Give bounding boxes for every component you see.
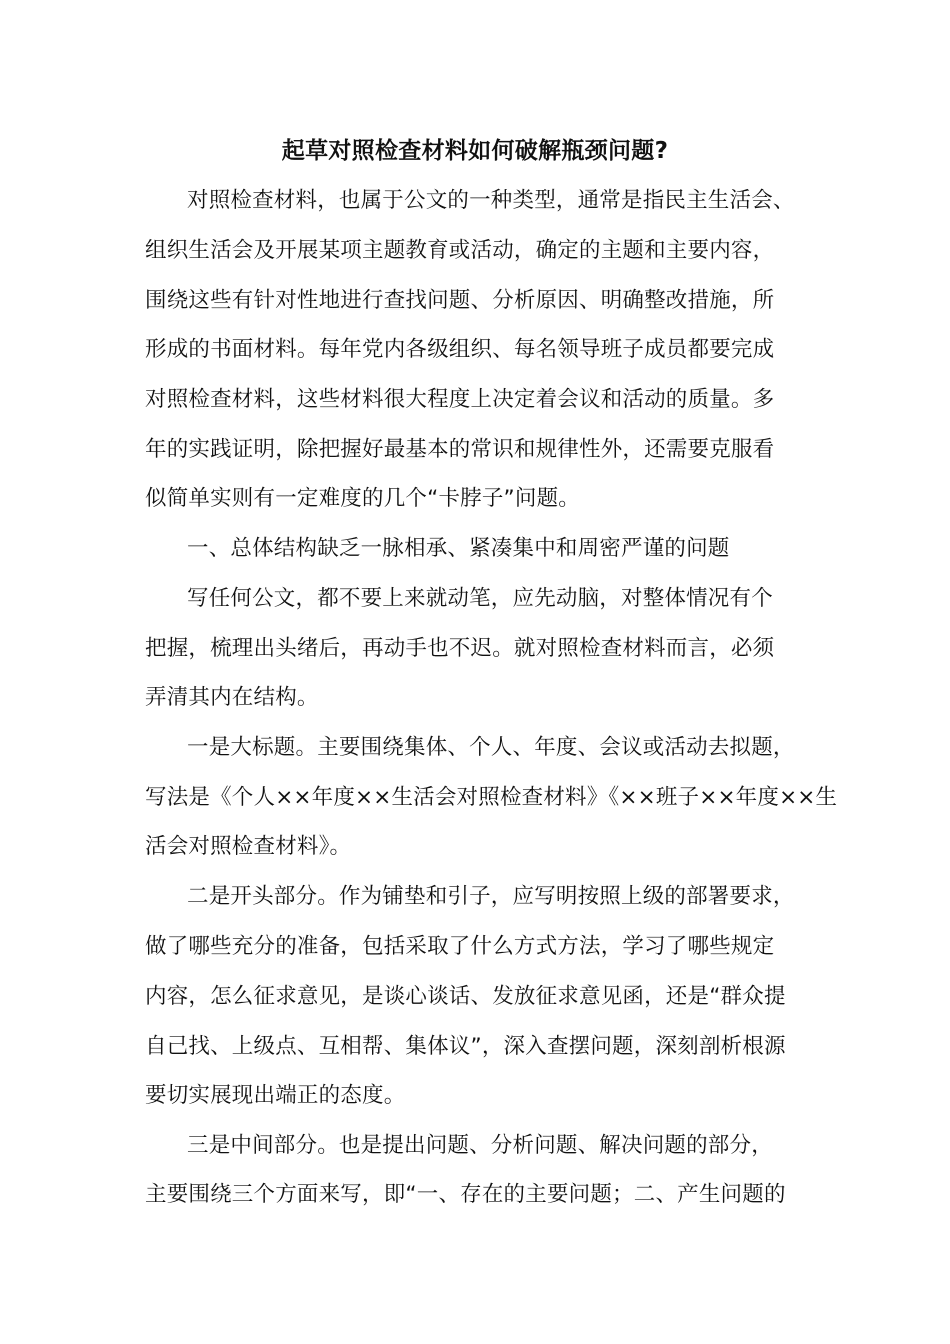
paragraph-line: 把握，梳理出头绪后，再动手也不迟。就对照检查材料而言，必须 <box>145 636 775 661</box>
paragraph-line: 写法是《个人××年度××生活会对照检查材料》《××班子××年度××生 <box>145 785 838 810</box>
paragraph-line: 要切实展现出端正的态度。 <box>145 1083 406 1108</box>
paragraph-line: 写任何公文，都不要上来就动笔，应先动脑，对整体情况有个 <box>187 586 773 611</box>
paragraph-line: 内容，怎么征求意见，是谈心谈话、发放征求意见函，还是“群众提 <box>145 984 786 1009</box>
paragraph-line: 自己找、上级点、互相帮、集体议”，深入查摆问题，深刻剖析根源 <box>145 1034 786 1059</box>
paragraph-line: 对照检查材料，也属于公文的一种类型，通常是指民主生活会、 <box>187 188 795 213</box>
paragraph-line: 活会对照检查材料》。 <box>145 834 352 859</box>
paragraph-line: 似简单实则有一定难度的几个“卡脖子”问题。 <box>145 486 580 511</box>
paragraph-line: 二是开头部分。作为铺垫和引子，应写明按照上级的部署要求， <box>187 884 795 909</box>
paragraph-line: 弄清其内在结构。 <box>145 685 319 710</box>
paragraph-line: 主要围绕三个方面来写，即“一、存在的主要问题；二、产生问题的 <box>145 1182 786 1207</box>
paragraph-line: 对照检查材料，这些材料很大程度上决定着会议和活动的质量。多 <box>145 387 775 412</box>
paragraph-line: 三是中间部分。也是提出问题、分析问题、解决问题的部分， <box>187 1133 773 1158</box>
paragraph-line: 形成的书面材料。每年党内各级组织、每名领导班子成员都要完成 <box>145 337 775 362</box>
section-heading: 一、总体结构缺乏一脉相承、紧凑集中和周密严谨的问题 <box>187 536 730 561</box>
paragraph-line: 做了哪些充分的准备，包括采取了什么方式方法，学习了哪些规定 <box>145 934 775 959</box>
document-title: 起草对照检查材料如何破解瓶颈问题? <box>281 138 669 164</box>
paragraph-line: 组织生活会及开展某项主题教育或活动，确定的主题和主要内容， <box>145 238 775 263</box>
paragraph-line: 围绕这些有针对性地进行查找问题、分析原因、明确整改措施，所 <box>145 288 775 313</box>
paragraph-line: 年的实践证明，除把握好最基本的常识和规律性外，还需要克服看 <box>145 437 775 462</box>
paragraph-line: 一是大标题。主要围绕集体、个人、年度、会议或活动去拟题， <box>187 735 795 760</box>
